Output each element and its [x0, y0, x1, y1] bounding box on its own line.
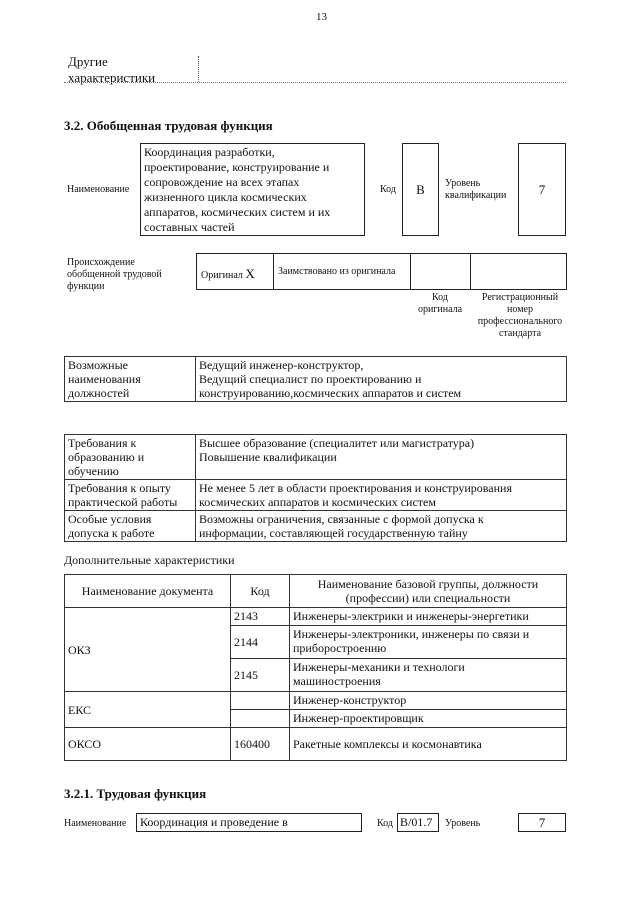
okso-cell: ОКСО	[65, 728, 231, 761]
origin-code-caption: Код оригинала	[417, 292, 463, 315]
okz-code: 2144	[231, 626, 290, 659]
origin-original: Оригинал X	[201, 266, 255, 281]
okz-code: 2143	[231, 608, 290, 626]
experience-value: Не менее 5 лет в области проектирования и конструирования космических аппаратов и космических систем	[196, 480, 567, 511]
special-conditions-value: Возможны ограничения, связанные с формой допуска к информации, составляющей государственную тайну	[196, 511, 567, 542]
qualification-level-value: 7	[518, 143, 566, 236]
okso-name: Ракетные комплексы и космонавтика	[290, 728, 567, 761]
tf-code-label: Код	[377, 818, 393, 829]
requirements-table	[64, 434, 567, 542]
special-conditions-label: Особые условия допуска к работе	[65, 511, 196, 542]
origin-borrowed: Заимствовано из оригинала	[278, 266, 396, 277]
positions-label: Возможные наименования должностей	[65, 357, 196, 402]
tf-name-value: Координация и проведение в	[136, 813, 362, 832]
registration-number-caption: Регистрационный номер профессионального стандарта	[477, 292, 563, 339]
section-3-2-1-heading: 3.2.1. Трудовая функция	[64, 786, 207, 801]
name-label: Наименование	[67, 184, 130, 195]
eks-name: Инженер-проектировщик	[290, 710, 567, 728]
eks-code	[231, 692, 290, 710]
positions-table	[64, 356, 567, 402]
okz-name: Инженеры-электроники, инженеры по связи и приборостроению	[290, 626, 567, 659]
experience-label: Требования к опыту практической работы	[65, 480, 196, 511]
okz-name: Инженеры-электрики и инженеры-энергетики	[290, 608, 567, 626]
divider	[410, 253, 411, 290]
okso-code: 160400	[231, 728, 290, 761]
eks-code	[231, 710, 290, 728]
col-doc-header: Наименование документа	[65, 575, 231, 608]
okz-cell: ОКЗ	[65, 608, 231, 692]
gtf-name-value: Координация разработки, проектирование, конструирование и сопровождение на всех этапах жизненного цикла космических аппаратов, космических систем и их составных частей	[140, 143, 365, 236]
section-3-2-heading: 3.2. Обобщенная трудовая функция	[64, 118, 273, 133]
code-label: Код	[380, 184, 396, 195]
education-value: Высшее образование (специалитет или магистратура) Повышение квалификации	[196, 435, 567, 480]
divider	[64, 82, 566, 83]
col-name-header: Наименование базовой группы, должности (профессии) или специальности	[290, 575, 567, 608]
gtf-code-value: B	[402, 143, 439, 236]
additional-title: Дополнительные характеристики	[64, 553, 235, 567]
origin-label: Происхождение обобщенной трудовой функции	[67, 257, 162, 292]
tf-level-label: Уровень	[445, 818, 481, 829]
page-number: 13	[316, 11, 327, 23]
divider	[198, 56, 200, 82]
additional-table	[64, 574, 567, 761]
eks-name: Инженер-конструктор	[290, 692, 567, 710]
okz-name: Инженеры-механики и технологи машиностроения	[290, 659, 567, 692]
divider	[470, 253, 471, 290]
tf-code-value: B/01.7	[397, 813, 439, 832]
other-characteristics-label: Другие характеристики	[68, 54, 156, 85]
tf-level-value: 7	[518, 813, 566, 832]
qualification-level-label: Уровень квалификации	[445, 178, 507, 201]
positions-value: Ведущий инженер-конструктор, Ведущий специалист по проектированию и конструированию,космических аппаратов и систем	[196, 357, 567, 402]
col-code-header: Код	[231, 575, 290, 608]
tf-name-label: Наименование	[64, 818, 127, 829]
education-label: Требования к образованию и обучению	[65, 435, 196, 480]
eks-cell: ЕКС	[65, 692, 231, 728]
divider	[273, 253, 274, 290]
okz-code: 2145	[231, 659, 290, 692]
